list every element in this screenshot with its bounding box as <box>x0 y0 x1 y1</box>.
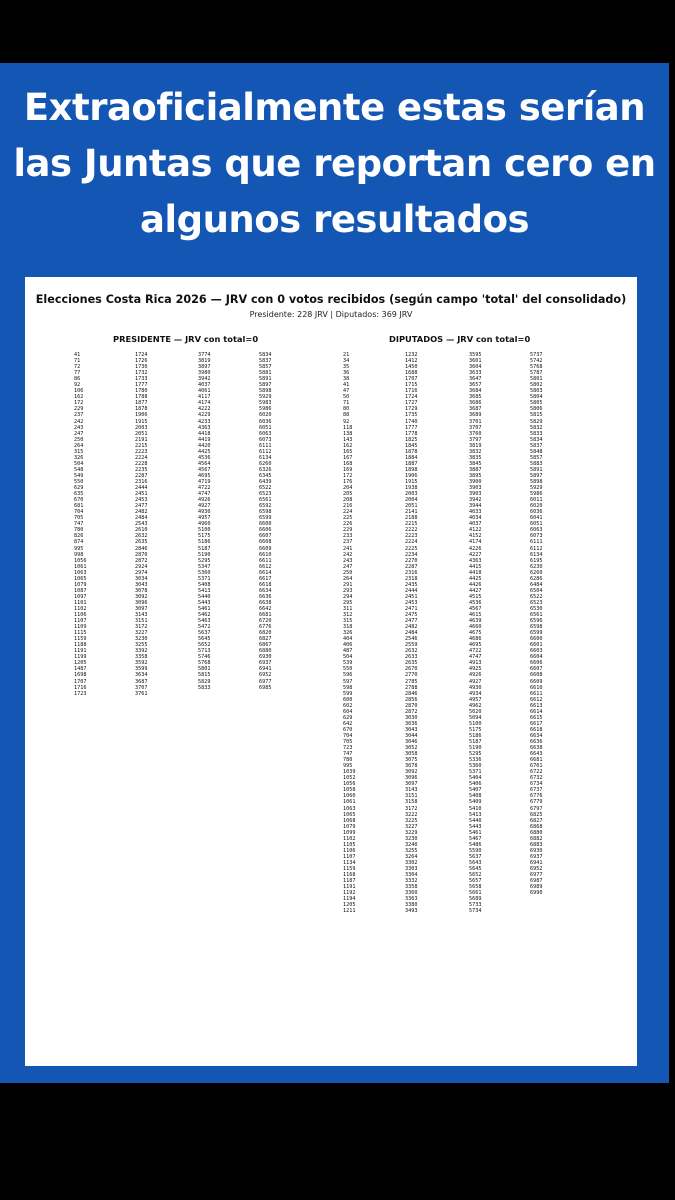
document-subtitle: Presidente: 228 JRV | Diputados: 369 JRV <box>249 310 413 319</box>
presidente-column-2: 1724 1726 1730 1732 1733 1777 1780 1788 1877 1878 1906 1915 2003 2051 2191 2215 2223 2224 2228 2235 2287 2316 2444 2451 2453 2477 2482 2484 2543 2610 2632 2635 2846 2870 2872 2924 2974 3034 3043 3078 3092 3096 3097 3143 3151 3172 3227 3230 3255 3392 3358 3592 3599 3634 3687 3707 3761 <box>135 352 148 697</box>
presidente-column-1: 41 71 72 77 86 92 106 162 172 229 237 242 243 247 250 264 315 326 504 548 549 550 629 635 670 681 704 705 747 780 826 874 995 998 1056 1061 1063 1065 1079 1087 1097 1101 1102 1106 1107 1109 1115 1159 1188 1191 1199 1205 1487 1698 1707 1716 1723 <box>74 352 87 697</box>
diputados-column-4: 5737 5742 5768 5787 5801 5802 5803 5804 5805 5806 5815 5829 5832 5833 5834 5837 5848 5857 5883 5891 5897 5898 5929 5986 6011 6020 6036 6041 6051 6063 6073 6111 6112 6134 6195 6230 6260 6286 6484 6504 6522 6523 6530 6561 6596 6598 6599 6600 6601 6603 6604 6606 6607 6608 6609 6610 6611 6612 6613 6614 6615 6617 6618 6634 6636 6638 6643 6681 6701 6722 6732 6734 6737 6776 6779 6797 6825 6827 6868 6880 6882 6883 6930 6937 6941 6952 6977 6987 6989 6990 <box>530 352 543 897</box>
headline-line-1: Extraoficialmente estas serían <box>23 86 646 129</box>
document-title: Elecciones Costa Rica 2026 — JRV con 0 votos recibidos (según campo 'total' del consolidado) <box>35 293 627 306</box>
presidente-column-4: 5834 5837 5857 5881 5891 5897 5898 5929 5983 5986 6020 6036 6051 6063 6073 6111 6112 6134 6260 6326 6345 6439 6522 6523 6561 6592 6598 6599 6600 6606 6607 6608 6609 6610 6611 6612 6614 6617 6618 6634 6636 6638 6642 6681 6720 6776 6820 6827 6867 6880 6930 6937 6941 6952 6977 6985 <box>259 352 272 691</box>
headline-line-3: algunos resultados <box>139 198 530 241</box>
presidente-section-title: PRESIDENTE — JRV con total=0 <box>113 334 259 344</box>
diputados-column-3: 3595 3601 3604 3633 3647 3657 3684 3685 3686 3687 3689 3701 3707 3760 3797 3819 3832 3835 3845 3887 3895 3900 3903 3903 3942 3944 4033 4034 4037 4122 4152 4174 4226 4227 4363 4415 4418 4425 4426 4427 4515 4536 4567 4615 4639 4660 4675 4686 4695 4722 4747 4913 4925 4926 4927 4930 4934 4957 4962 5020 5094 5100 5175 5186 5187 5190 5295 5336 5360 5371 5404 5406 5407 5408 5409 5410 5413 5440 5443 5461 5467 5486 5590 5637 5643 5645 5652 5657 5658 5661 5689 5733 5734 <box>469 352 482 915</box>
diputados-section-title: DIPUTADOS — JRV con total=0 <box>389 334 531 344</box>
presidente-column-3: 3774 3819 3897 3980 3942 4037 4061 4117 4174 4222 4229 4233 4363 4418 4419 4420 4425 4536 4564 4567 4695 4719 4722 4747 4926 4927 4930 4957 4960 5100 5175 5186 5187 5190 5295 5347 5360 5371 5408 5413 5440 5443 5461 5462 5463 5472 5637 5645 5652 5713 5746 5768 5801 5815 5829 5833 <box>198 352 211 691</box>
diputados-column-1: 21 34 35 36 38 41 47 50 71 80 88 92 118 138 143 162 165 167 168 169 172 176 204 205 208 216 224 225 226 229 233 237 241 242 243 247 250 264 291 293 294 295 311 312 315 318 326 404 406 487 504 539 550 596 597 598 599 600 602 604 629 642 670 704 705 723 747 780 995 1039 1052 1056 1058 1060 1061 1063 1065 1068 1079 1099 1102 1105 1106 1107 1134 1159 1168 1187 1191 1192 1194 1205 1211 <box>343 352 356 915</box>
diputados-column-2: 1232 1412 1450 1688 1707 1715 1716 1724 1727 1729 1735 1740 1777 1778 1825 1845 1878 1884 1887 1898 1906 1915 1938 2003 2004 2051 2141 2188 2215 2222 2223 2224 2225 2234 2270 2287 2316 2318 2435 2444 2451 2453 2471 2475 2477 2482 2484 2546 2559 2632 2633 2635 2670 2770 2785 2788 2846 2856 2870 2872 3030 3036 3043 3044 3046 3052 3058 3075 3078 3092 3096 3097 3143 3151 3158 3172 3222 3225 3227 3229 3230 3240 3255 3264 3302 3303 3304 3332 3358 3360 3363 3380 3493 <box>405 352 418 915</box>
headline-line-2: las Juntas que reportan cero en <box>13 142 656 185</box>
headline <box>0 80 669 248</box>
results-document <box>25 277 637 1066</box>
